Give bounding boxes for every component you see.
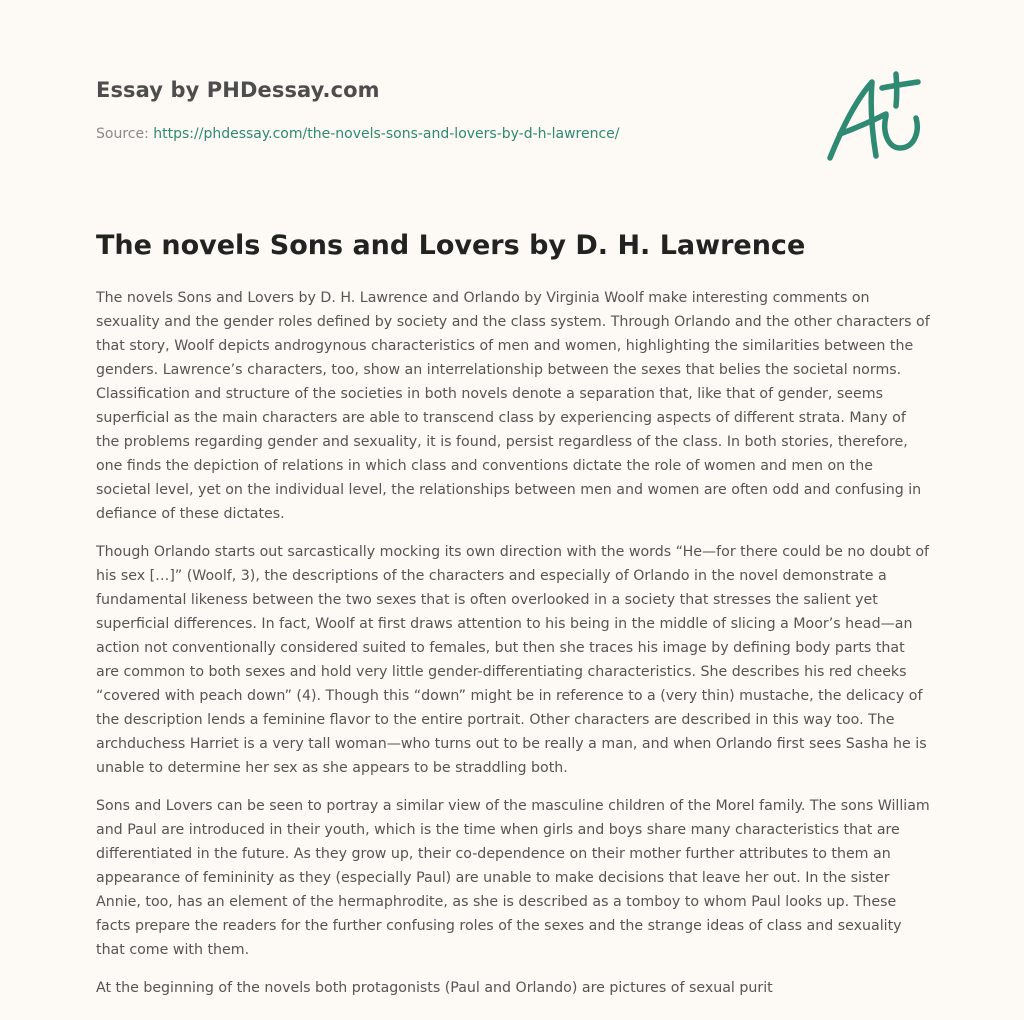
source-line <box>96 124 796 144</box>
article-body <box>96 286 930 1014</box>
site-brand: Essay by PHDessay.com <box>96 78 380 102</box>
paragraph: Though Orlando starts out sarcastically mocking its own direction with the words “He—for there could be no doubt of his sex […]” (Woolf, 3), the descriptions of the characters and especially of Orlando in the novel demonstrate a fundamental likeness between the two sexes that is often overlooked in a society that stresses the salient yet superficial differences. In fact, Woolf at first draws attention to his being in the middle of slicing a Moor’s head—an action not conventionally considered suited to females, but then she traces his image by defining body parts that are common to both sexes and hold very little gender-differentiating characteristics. She describes his red cheeks “covered with peach down” (4). Though this “down” might be in reference to a (very thin) mustache, the delicacy of the description lends a feminine flavor to the entire portrait. Other characters are described in this way too. The archduchess Harriet is a very tall woman—who turns out to be really a man, and when Orlando first sees Sasha he is unable to determine her sex as she appears to be straddling both. <box>96 544 929 776</box>
paragraph: The novels Sons and Lovers by D. H. Lawrence and Orlando by Virginia Woolf make interesting comments on sexuality and the gender roles defined by society and the class system. Through Orlando and the other characters of that story, Woolf depicts androgynous characteristics of men and women, highlighting the similarities between the genders. Lawrence’s characters, too, show an interrelationship between the sexes that belies the societal norms. Classification and structure of the societies in both novels denote a separation that, like that of gender, seems superficial as the main characters are able to transcend class by experiencing aspects of different strata. Many of the problems regarding gender and sexuality, it is found, persist regardless of the class. In both stories, therefore, one finds the depiction of relations in which class and conventions dictate the role of women and men on the societal level, yet on the individual level, the relationships between men and women are often odd and confusing in defiance of these dictates. <box>96 290 930 522</box>
a-plus-grade-icon <box>820 66 930 166</box>
site-header <box>96 76 796 144</box>
source-label: Source: <box>96 126 149 142</box>
paragraph: At the beginning of the novels both protagonists (Paul and Orlando) are pictures of sexual purit <box>96 980 773 996</box>
paragraph: Sons and Lovers can be seen to portray a similar view of the masculine children of the Morel family. The sons William and Paul are introduced in their youth, which is the time when girls and boys share many characteristics that are differentiated in the future. As they grow up, their co-dependence on their mother further attributes to them an appearance of femininity as they (especially Paul) are unable to make decisions that leave her out. In the sister Annie, too, has an element of the hermaphrodite, as she is described as a tomboy to whom Paul looks up. These facts prepare the readers for the further confusing roles of the sexes and the strange ideas of class and sexuality that come with them. <box>96 798 930 958</box>
source-link[interactable]: https://phdessay.com/the-novels-sons-and-lovers-by-d-h-lawrence/ <box>153 126 620 142</box>
article-title: The novels Sons and Lovers by D. H. Lawrence <box>96 230 806 261</box>
